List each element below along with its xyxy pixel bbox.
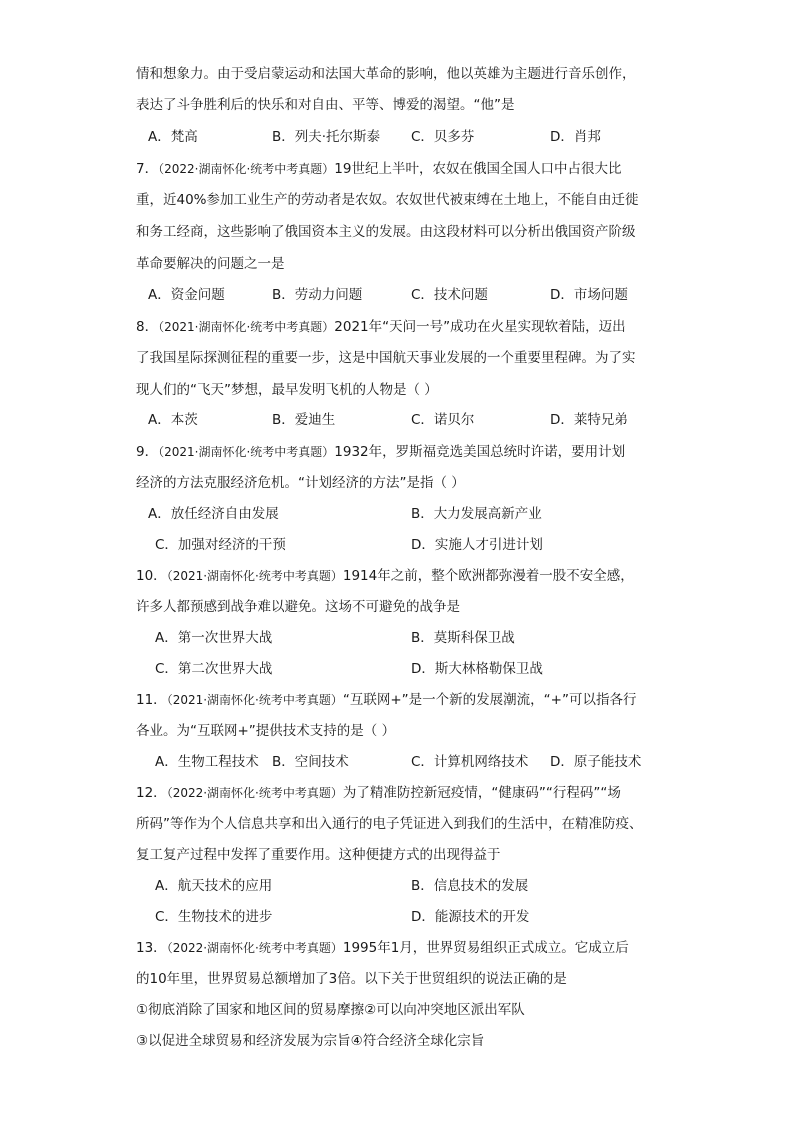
q6-option-c: C．贝多芬 xyxy=(411,129,475,145)
q13-text: 1995年1月，世界贸易组织正式成立。它成立后 xyxy=(342,940,629,956)
q8-option-b: B．爱迪生 xyxy=(272,412,336,428)
q13-statement-line-2: ③以促进全球贸易和经济发展为宗旨④符合经济全球化宗旨 xyxy=(136,1033,485,1049)
q8-option-d: D．莱特兄弟 xyxy=(550,412,628,428)
q11-option-d: D．原子能技术 xyxy=(550,754,642,770)
q11-text-line-2: 各业。为“互联网+”提供技术支持的是（ ） xyxy=(136,723,396,739)
q8-source: （2021·湖南怀化·统考中考真题） xyxy=(158,320,335,334)
q9-option-c: C．加强对经济的干预 xyxy=(155,537,286,553)
q9-option-a: A．放任经济自由发展 xyxy=(148,506,279,522)
q12-text: 为了精准防控新冠疫情，“健康码”“行程码”“场 xyxy=(342,785,621,801)
q9-text: 1932年，罗斯福竞选美国总统时许诺，要用计划 xyxy=(334,444,626,460)
q7-option-c: C．技术问题 xyxy=(411,287,488,303)
q12-text-line-2: 所码”等作为个人信息共享和出入通行的电子凭证进入到我们的生活中，在精准防疫、 xyxy=(136,816,643,832)
q13-text-line-2: 的10年里，世界贸易总额增加了3倍。以下关于世贸组织的说法正确的是 xyxy=(136,971,567,987)
q12-option-b: B．信息技术的发展 xyxy=(411,878,529,894)
q7-option-b: B．劳动力问题 xyxy=(272,287,363,303)
q8-option-c: C．诺贝尔 xyxy=(411,412,475,428)
q13-stem-line-1 xyxy=(136,938,629,958)
q12-text-line-3: 复工复产过程中发挥了重要作用。这种便捷方式的出现得益于 xyxy=(136,847,501,863)
q8-option-a: A．本茨 xyxy=(148,412,198,428)
q6-option-b: B．列夫·托尔斯泰 xyxy=(272,129,381,145)
q12-stem-line-1 xyxy=(136,783,621,803)
q10-option-c: C．第二次世界大战 xyxy=(155,661,273,677)
q12-option-a: A．航天技术的应用 xyxy=(155,878,273,894)
q11-option-c: C．计算机网络技术 xyxy=(411,754,529,770)
q12-number: 12． xyxy=(136,785,167,801)
q11-source: （2021·湖南怀化·统考中考真题） xyxy=(166,693,343,707)
q11-option-a: A．生物工程技术 xyxy=(155,754,259,770)
q10-option-d: D．斯大林格勒保卫战 xyxy=(411,661,543,677)
q10-option-a: A．第一次世界大战 xyxy=(155,630,273,646)
q13-number: 13． xyxy=(136,940,167,956)
q7-text-line-2: 重，近40%参加工业生产的劳动者是农奴。农奴世代被束缚在土地上，不能自由迁徙 xyxy=(136,192,639,208)
q7-number: 7． xyxy=(136,161,159,177)
q9-number: 9． xyxy=(136,444,159,460)
q12-option-c: C．生物技术的进步 xyxy=(155,909,273,925)
q7-option-a: A．资金问题 xyxy=(148,287,225,303)
q10-source: （2021·湖南怀化·统考中考真题） xyxy=(166,569,343,583)
q7-text: 19世纪上半叶，农奴在俄国全国人口中占很大比 xyxy=(334,161,622,177)
q11-number: 11． xyxy=(136,692,167,708)
q12-option-d: D．能源技术的开发 xyxy=(411,909,530,925)
q13-source: （2022·湖南怀化·统考中考真题） xyxy=(166,941,343,955)
q12-source: （2022·湖南怀化·统考中考真题） xyxy=(166,786,343,800)
q8-stem-line-1 xyxy=(136,317,626,337)
q13-statement-line-1: ①彻底消除了国家和地区间的贸易摩擦②可以向冲突地区派出军队 xyxy=(136,1002,525,1018)
q10-text: 1914年之前，整个欧洲都弥漫着一股不安全感， xyxy=(342,568,634,584)
q10-stem-line-1 xyxy=(136,566,634,586)
q9-option-d: D．实施人才引进计划 xyxy=(411,537,543,553)
q9-text-line-2: 经济的方法克服经济危机。“计划经济的方法”是指（ ） xyxy=(136,475,465,491)
q9-option-b: B．大力发展高新产业 xyxy=(411,506,542,522)
q11-option-b: B．空间技术 xyxy=(272,754,349,770)
q6-text-line-2: 表达了斗争胜利后的快乐和对自由、平等、博爱的渴望。“他”是 xyxy=(136,97,515,113)
q6-text-line-1: 情和想象力。由于受启蒙运动和法国大革命的影响，他以英雄为主题进行音乐创作， xyxy=(136,66,636,82)
q9-stem-line-1 xyxy=(136,442,625,462)
q10-number: 10． xyxy=(136,568,167,584)
q10-option-b: B．莫斯科保卫战 xyxy=(411,630,515,646)
q8-text-line-2: 了我国星际探测征程的重要一步，这是中国航天事业发展的一个重要里程碑。为了实 xyxy=(136,350,636,366)
q8-text-line-3: 现人们的“飞天”梦想，最早发明飞机的人物是（ ） xyxy=(136,382,438,398)
q6-option-a: A．梵高 xyxy=(148,129,198,145)
q7-text-line-3: 和务工经商，这些影响了俄国资本主义的发展。由这段材料可以分析出俄国资产阶级 xyxy=(136,224,636,240)
q6-option-d: D．肖邦 xyxy=(550,129,601,145)
q8-text: 2021年“天问一号”成功在火星实现软着陆，迈出 xyxy=(334,319,626,335)
q7-stem-line-1 xyxy=(136,159,621,179)
q11-stem-line-1 xyxy=(136,690,636,710)
q10-text-line-2: 许多人都预感到战争难以避免。这场不可避免的战争是 xyxy=(136,599,460,615)
q9-source: （2021·湖南怀化·统考中考真题） xyxy=(158,445,335,459)
q7-source: （2022·湖南怀化·统考中考真题） xyxy=(158,162,335,176)
q8-number: 8． xyxy=(136,319,159,335)
q11-text: “互联网+”是一个新的发展潮流，“+”可以指各行 xyxy=(342,692,637,708)
q7-text-line-4: 革命要解决的问题之一是 xyxy=(136,256,285,272)
q7-option-d: D．市场问题 xyxy=(550,287,628,303)
